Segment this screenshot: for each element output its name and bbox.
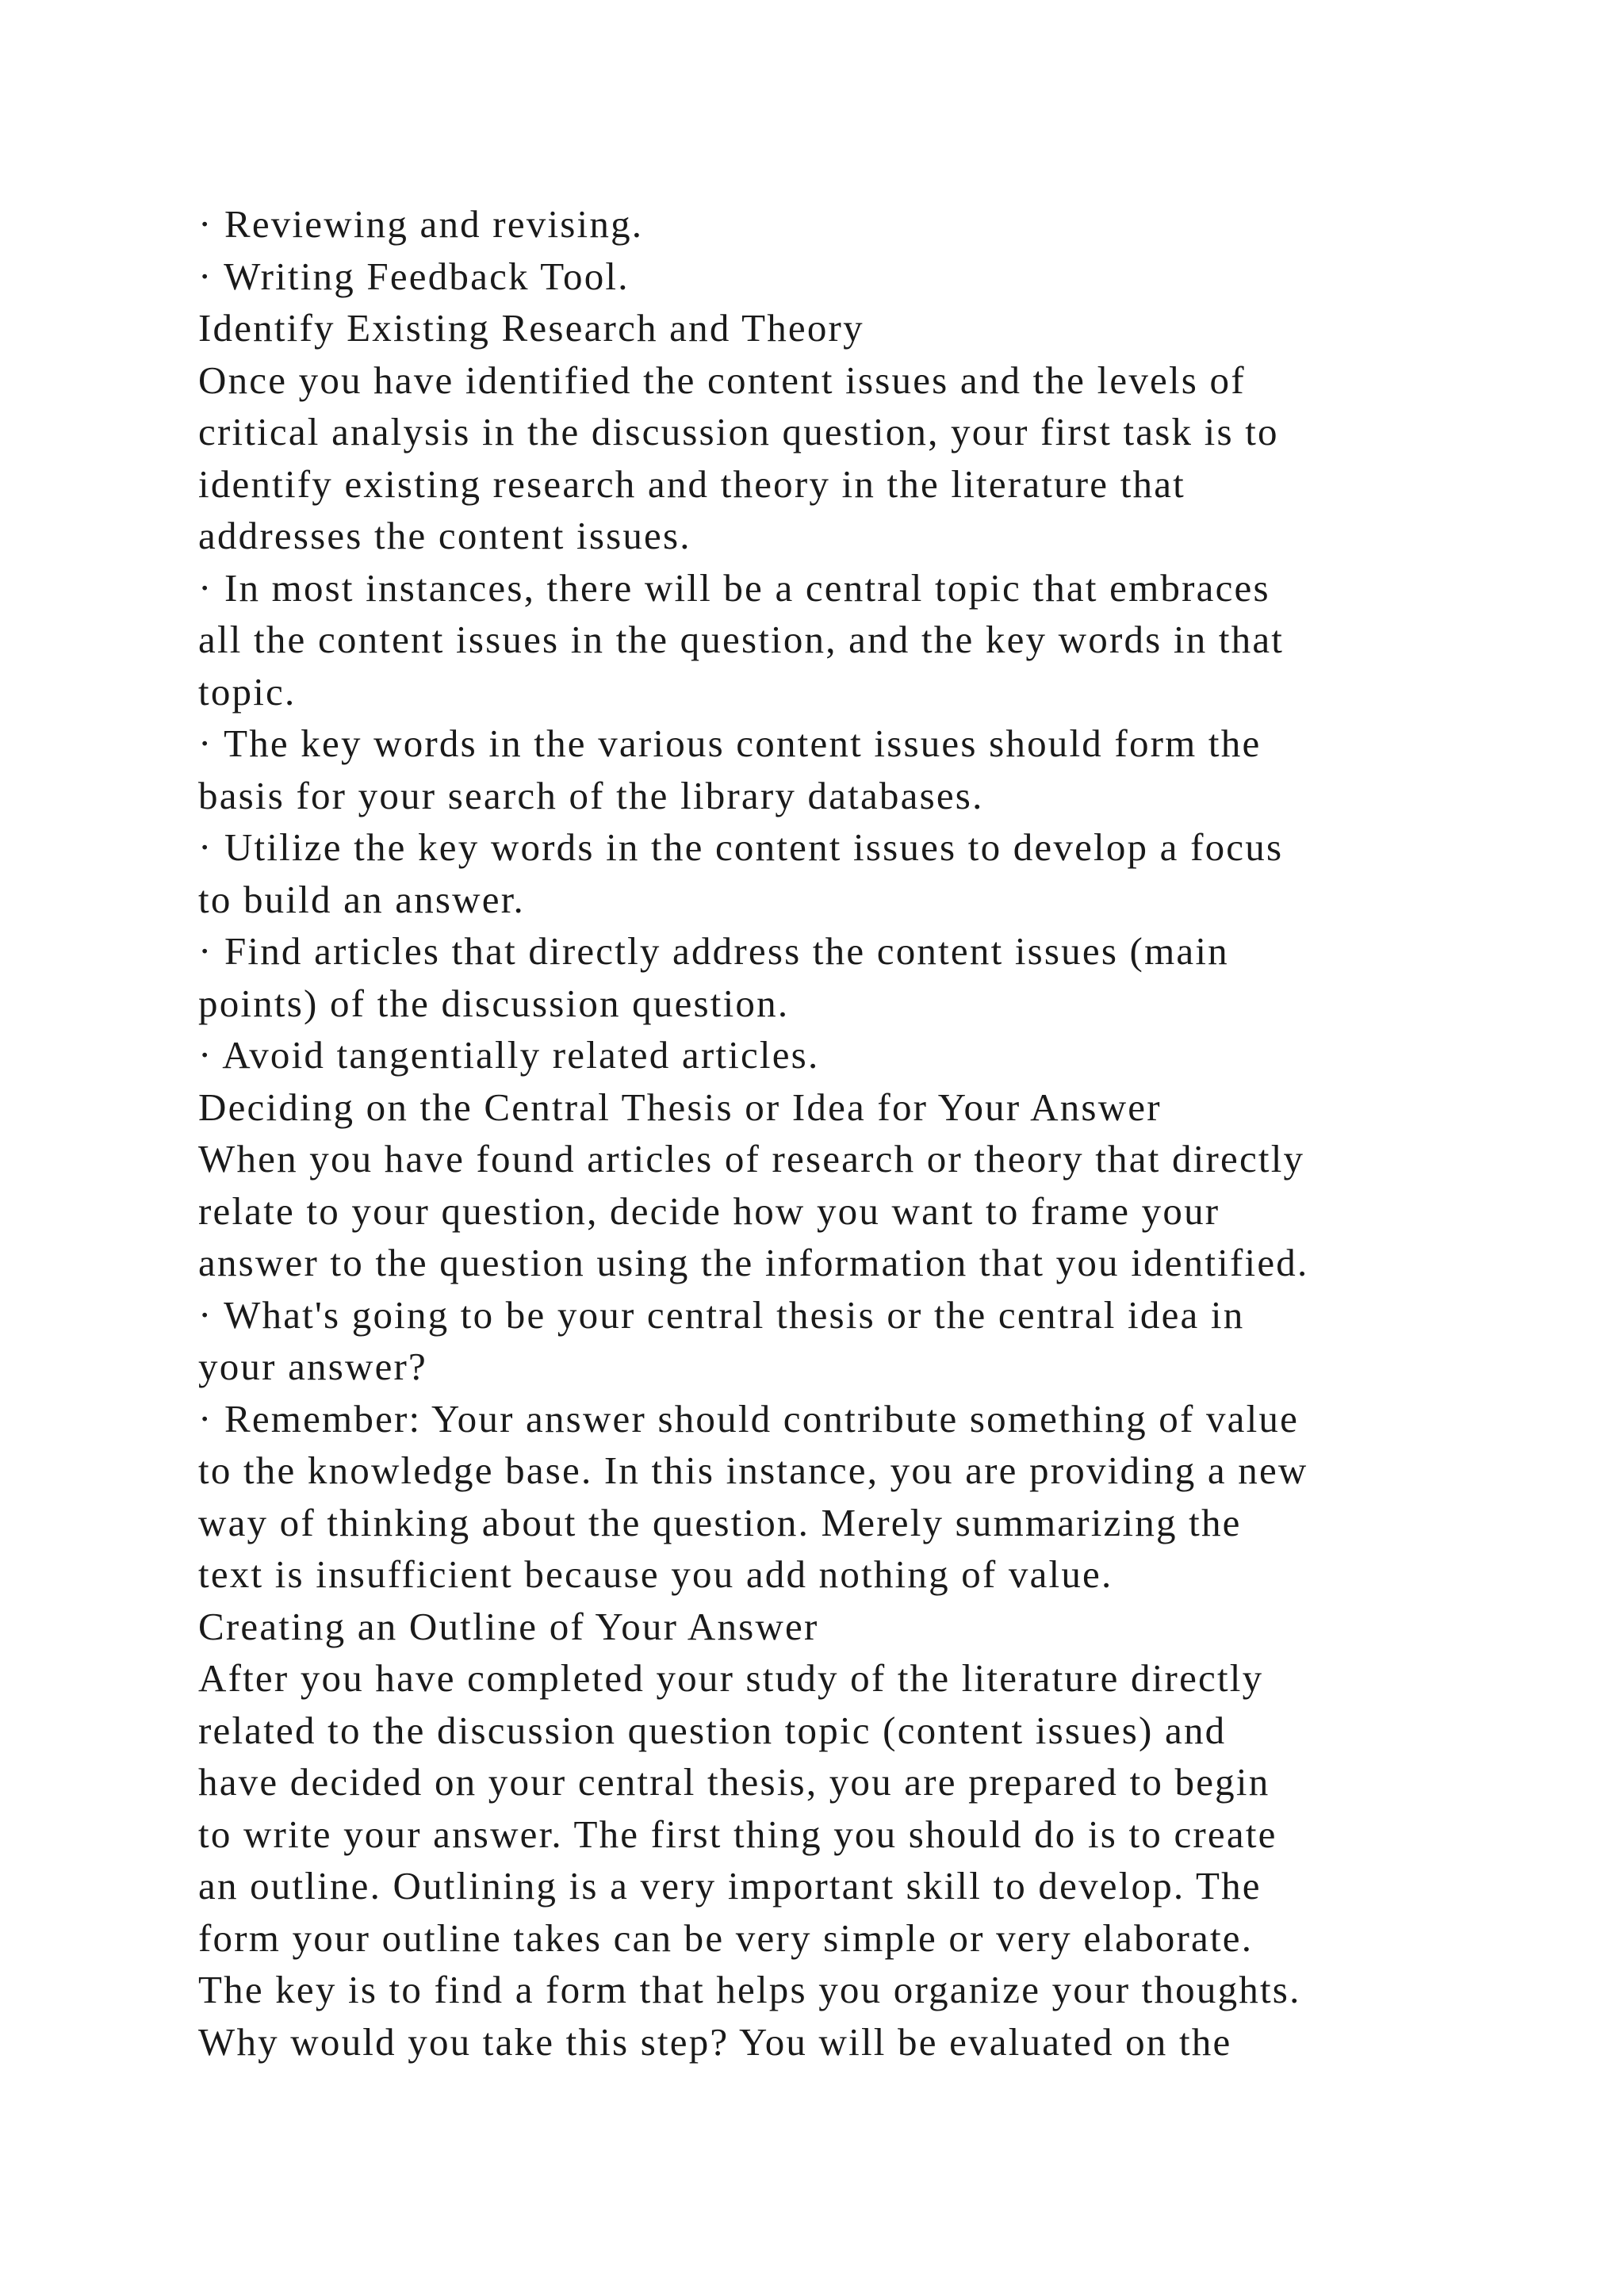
text-line: Creating an Outline of Your Answer — [198, 1604, 819, 1648]
text-line: · Utilize the key words in the content issues to develop a focus — [198, 825, 1284, 869]
text-line: addresses the content issues. — [198, 514, 691, 557]
text-line: · In most instances, there will be a central topic that embraces — [198, 565, 1270, 610]
text-line: text is insufficient because you add nothing of value. — [198, 1552, 1113, 1596]
text-line: The key is to find a form that helps you organize your thoughts. — [198, 1968, 1301, 2011]
text-line: · Avoid tangentially related articles. — [198, 1033, 820, 1077]
text-line: relate to your question, decide how you want to frame your — [198, 1188, 1220, 1233]
text-line: When you have found articles of research or theory that directly — [198, 1137, 1305, 1181]
text-line: answer to the question using the information that you identified. — [198, 1241, 1309, 1284]
text-line: Once you have identified the content issues and the levels of — [198, 358, 1246, 402]
text-line: topic. — [198, 669, 297, 714]
text-line: Identify Existing Research and Theory — [198, 306, 864, 350]
text-line: Deciding on the Central Thesis or Idea for Your Answer — [198, 1085, 1162, 1129]
text-line: Why would you take this step? You will be evaluated on the — [198, 2019, 1232, 2064]
text-line: have decided on your central thesis, you are prepared to begin — [198, 1760, 1270, 1804]
text-line: an outline. Outlining is a very important skill to develop. The — [198, 1864, 1262, 1908]
text-line: critical analysis in the discussion question, your first task is to — [198, 410, 1279, 453]
text-line: related to the discussion question topic (content issues) and — [198, 1708, 1227, 1752]
text-line: to build an answer. — [198, 877, 525, 921]
text-line: to the knowledge base. In this instance, you are providing a new — [198, 1448, 1308, 1492]
text-line: form your outline takes can be very simple or very elaborate. — [198, 1915, 1254, 1960]
text-line: · Reviewing and revising. — [198, 202, 644, 246]
text-line: · Writing Feedback Tool. — [198, 254, 630, 298]
text-line: basis for your search of the library databases. — [198, 773, 984, 817]
text-line: identify existing research and theory in the literature that — [198, 461, 1185, 506]
document-body — [198, 198, 1467, 2068]
text-line: to write your answer. The first thing you should do is to create — [198, 1812, 1277, 1856]
text-line: · Remember: Your answer should contribute something of value — [198, 1396, 1300, 1441]
text-line: · What's going to be your central thesis or the central idea in — [198, 1292, 1245, 1337]
text-line: all the content issues in the question, and the key words in that — [198, 618, 1285, 661]
text-line: · Find articles that directly address the content issues (main — [198, 929, 1229, 973]
text-line: · The key words in the various content issues should form the — [198, 721, 1262, 765]
text-line: points) of the discussion question. — [198, 981, 790, 1025]
text-line: way of thinking about the question. Merely summarizing the — [198, 1500, 1242, 1544]
text-line: After you have completed your study of the literature directly — [198, 1656, 1264, 1700]
text-line: your answer? — [198, 1345, 427, 1388]
